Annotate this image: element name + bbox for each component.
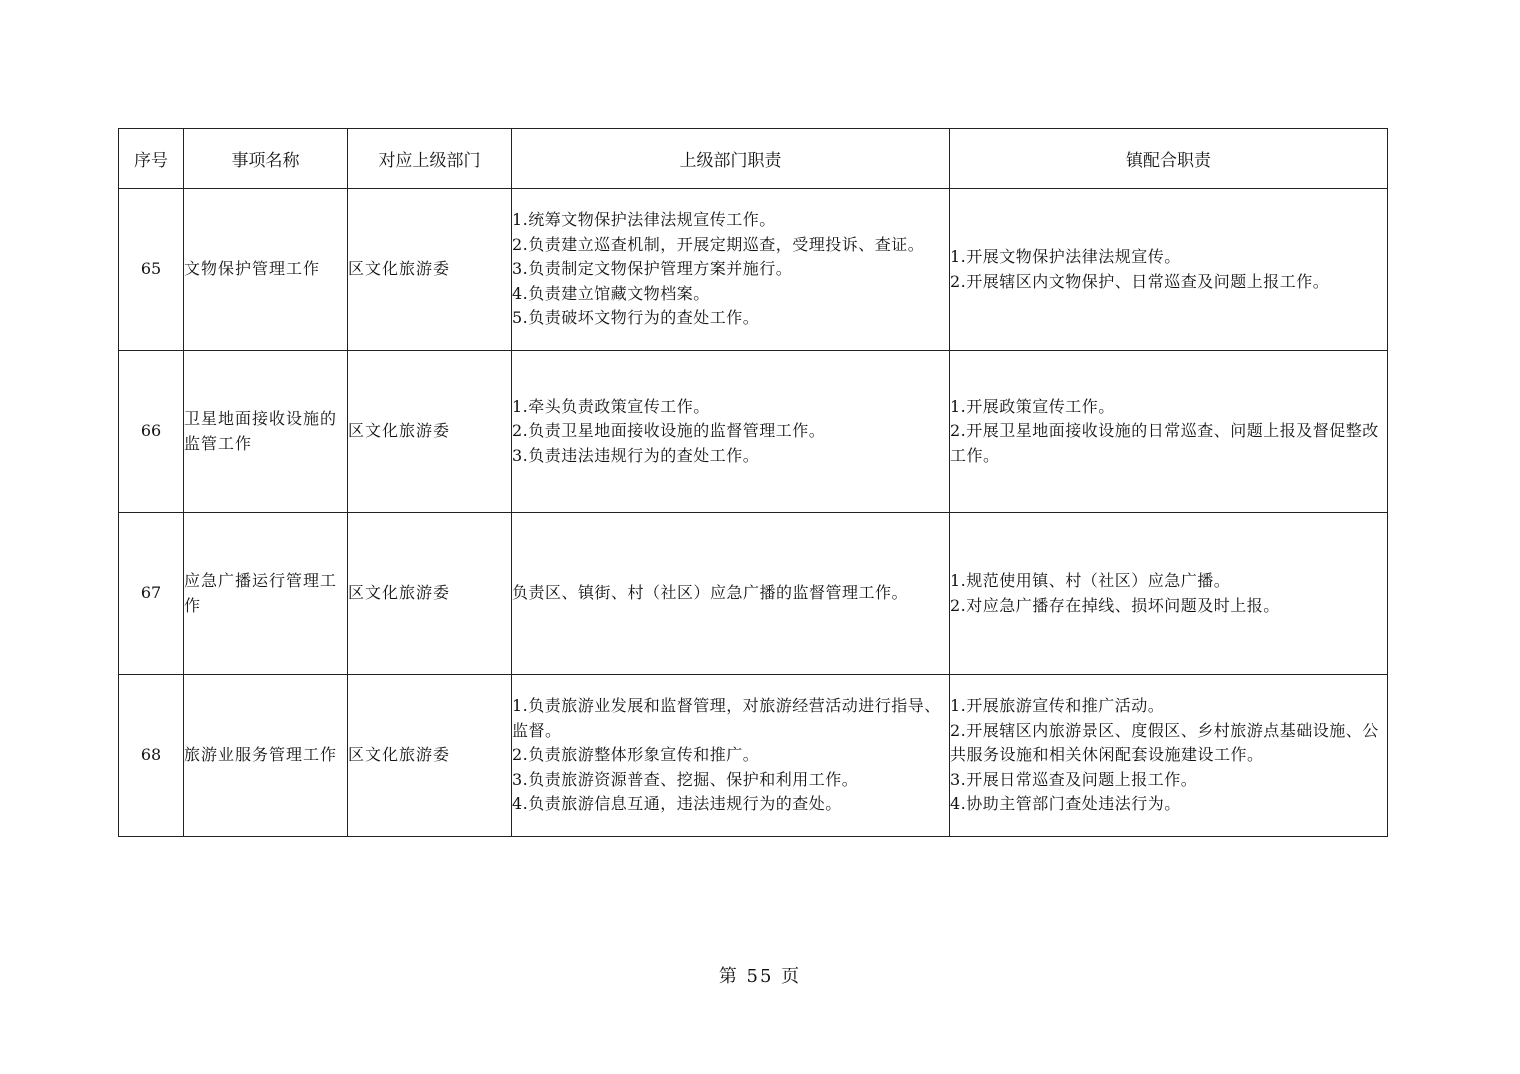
upper-duty-line: 3.负责制定文物保护管理方案并施行。	[512, 259, 793, 279]
table-row	[119, 675, 1388, 837]
upper-duty-line: 3.负责旅游资源普查、挖掘、保护和利用工作。	[512, 769, 859, 789]
upper-duty-line: 4.负责旅游信息互通，违法违规行为的查处。	[512, 794, 842, 814]
town-duty-line: 1.开展文物保护法律法规宣传。	[950, 247, 1181, 266]
upper-duty-line: 1.牵头负责政策宣传工作。	[512, 396, 710, 416]
town-duty-line: 1.规范使用镇、村（社区）应急广播。	[950, 571, 1231, 590]
town-duty-line: 4.协助主管部门查处违法行为。	[950, 794, 1181, 814]
upper-duty-line: 3.负责违法违规行为的查处工作。	[512, 445, 760, 465]
header-num: 序号	[119, 129, 184, 189]
town-duty-line: 2.开展辖区内旅游景区、度假区、乡村旅游点基础设施、公共服务设施和相关休闲配套设施建设工作。	[950, 720, 1379, 765]
item-name: 应急广播运行管理工作	[184, 513, 348, 675]
upper-duty-line: 4.负责建立馆藏文物档案。	[512, 283, 710, 303]
upper-duty-line: 2.负责卫星地面接收设施的监督管理工作。	[512, 421, 826, 441]
town-duties-cell	[950, 513, 1388, 675]
town-duty-line: 1.开展政策宣传工作。	[950, 396, 1115, 416]
upper-duty-line: 负责区、镇街、村（社区）应急广播的监督管理工作。	[512, 583, 909, 603]
upper-department: 区文化旅游委	[348, 351, 512, 513]
town-duty-line: 3.开展日常巡查及问题上报工作。	[950, 769, 1198, 789]
row-number: 67	[119, 513, 184, 675]
table-row	[119, 351, 1388, 513]
header-name: 事项名称	[184, 129, 348, 189]
row-number: 65	[119, 189, 184, 351]
upper-duty-line: 2.负责建立巡查机制，开展定期巡查，受理投诉、查证。	[512, 234, 925, 254]
upper-department: 区文化旅游委	[348, 189, 512, 351]
upper-duty-line: 5.负责破坏文物行为的查处工作。	[512, 308, 760, 328]
town-duty-line: 2.对应急广播存在掉线、损坏问题及时上报。	[950, 595, 1280, 615]
upper-duty-line: 1.统筹文物保护法律法规宣传工作。	[512, 210, 776, 230]
town-duty-line: 1.开展旅游宣传和推广活动。	[950, 696, 1165, 716]
item-name: 旅游业服务管理工作	[184, 675, 348, 837]
header-upper-duties: 上级部门职责	[512, 129, 950, 189]
upper-duties-cell	[512, 189, 950, 351]
upper-duty-line: 2.负责旅游整体形象宣传和推广。	[512, 745, 760, 765]
town-duties-cell	[950, 189, 1388, 351]
header-town-duties: 镇配合职责	[950, 129, 1388, 189]
town-duties-cell	[950, 351, 1388, 513]
row-number: 68	[119, 675, 184, 837]
item-name: 文物保护管理工作	[184, 189, 348, 351]
row-number: 66	[119, 351, 184, 513]
upper-department: 区文化旅游委	[348, 675, 512, 837]
town-duty-line: 2.开展辖区内文物保护、日常巡查及问题上报工作。	[950, 271, 1330, 291]
table-row	[119, 189, 1388, 351]
page-number: 第 55 页	[718, 966, 802, 987]
upper-duties-cell	[512, 513, 950, 675]
upper-department: 区文化旅游委	[348, 513, 512, 675]
duty-table	[118, 128, 1388, 837]
upper-duties-cell	[512, 351, 950, 513]
upper-duties-cell	[512, 675, 950, 837]
table-row	[119, 513, 1388, 675]
town-duties-cell	[950, 675, 1388, 837]
upper-duty-line: 1.负责旅游业发展和监督管理，对旅游经营活动进行指导、监督。	[512, 696, 941, 740]
header-row	[119, 129, 1388, 189]
header-dept: 对应上级部门	[348, 129, 512, 189]
item-name: 卫星地面接收设施的监管工作	[184, 351, 348, 513]
town-duty-line: 2.开展卫星地面接收设施的日常巡查、问题上报及督促整改工作。	[950, 421, 1379, 465]
